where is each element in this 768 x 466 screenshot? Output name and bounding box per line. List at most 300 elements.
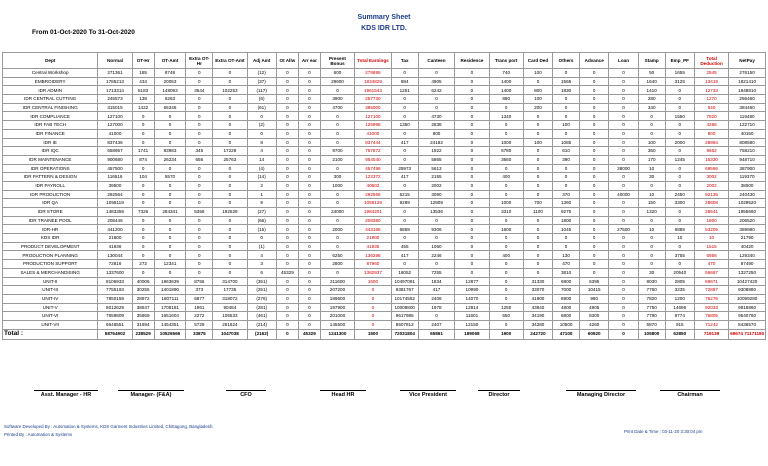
column-header: Loan [609,53,638,69]
table-cell: 837436 [98,138,132,147]
table-cell: 540 [694,103,728,112]
table-cell: 0 [523,77,552,86]
totals-cell: 105800 [638,329,665,339]
table-cell: 0 [609,216,638,225]
table-cell: 0 [455,121,489,130]
table-cell: 2100 [320,155,354,164]
table-cell: 0 [523,173,552,182]
table-cell: 1410 [638,86,665,95]
table-cell: 292564 [98,190,132,199]
table-cell: 8300 [580,312,609,321]
dept-cell: PRODUCTION PLANNING [3,251,98,260]
table-cell: 256460 [729,95,766,104]
table-cell: 69596 [694,164,728,173]
table-cell: 31694 [132,320,154,329]
table-cell: (4) [247,164,276,173]
table-cell: 9774 [665,312,694,321]
table-cell: (276) [247,294,276,303]
table-cell: 0 [665,147,694,156]
table-cell: 0 [391,112,418,121]
column-header: Extra OT-Amt [213,53,247,69]
table-cell: 10 [694,234,728,243]
table-cell: 0 [489,216,523,225]
dept-cell: IDR COMPLIANCE [3,112,98,121]
table-cell: 0 [455,77,489,86]
table-cell: 6870 [638,320,665,329]
table-cell: 0 [665,164,694,173]
table-cell: 0 [186,260,213,269]
table-cell: 0 [276,199,298,208]
column-header: Arr ear [298,53,320,69]
table-cell: 0 [154,190,186,199]
table-cell: 0 [609,95,638,104]
table-cell: 0 [489,234,523,243]
table-cell: 0 [186,251,213,260]
dept-cell: UNIT-IV [3,294,98,303]
table-cell: 8012629 [98,303,132,312]
table-cell: 2450 [665,190,694,199]
table-cell: 41935 [355,242,392,251]
table-cell: 0 [186,173,213,182]
table-cell: 28884 [694,138,728,147]
column-header: Extra OT-Hr [186,53,213,69]
table-cell: 0 [276,181,298,190]
table-cell: 7620 [694,112,728,121]
table-cell: 0 [298,181,320,190]
table-cell: (6) [247,95,276,104]
table-cell: 0 [553,103,580,112]
table-cell: 434 [132,77,154,86]
company-name: KDS IDR LTD. [361,25,407,32]
table-cell: 0 [638,216,665,225]
table-cell: 7755193 [98,286,132,295]
table-cell: 4730 [418,112,455,121]
table-cell: 0 [298,225,320,234]
table-cell: 658957 [98,147,132,156]
dept-cell: IDR ADMIN [3,86,98,95]
table-cell: 0 [580,95,609,104]
table-cell: 2838 [418,121,455,130]
table-cell: 10008800 [391,303,418,312]
table-row [3,164,766,173]
table-cell: 1830 [553,86,580,95]
table-cell: 10 [638,190,665,199]
table-cell: 100 [553,121,580,130]
table-cell: 0 [186,103,213,112]
column-header: Canteen [418,53,455,69]
table-cell: 1785213 [98,77,132,86]
table-cell: 0 [418,312,455,321]
table-cell: 0 [276,242,298,251]
table-cell: 2002 [694,181,728,190]
table-cell: 53205 [694,225,728,234]
table-cell: 0 [609,251,638,260]
table-cell: 0 [154,112,186,121]
dept-cell: IDR PAYROLL [3,181,98,190]
table-cell: 3544 [186,86,213,95]
table-cell: 0 [132,112,154,121]
table-cell: 76805 [694,312,728,321]
table-cell: 0 [609,312,638,321]
table-cell: 65346 [154,103,186,112]
table-cell: 0 [665,129,694,138]
table-cell: 0 [455,86,489,95]
table-cell: 14070 [455,294,489,303]
table-cell: 7659809 [98,312,132,321]
totals-cell: (2162) [247,329,276,339]
table-cell: 0 [580,260,609,269]
table-cell: 1100 [523,208,552,217]
table-cell: 50 [638,69,665,78]
table-cell: 200 [523,103,552,112]
totals-cell: 60920 [580,329,609,339]
table-cell: 271361 [98,69,132,78]
table-cell: 1961543 [355,86,392,95]
table-row [3,260,766,269]
table-cell: 2800 [320,260,354,269]
table-cell: 0 [523,268,552,277]
table-cell: 1955660 [729,208,766,217]
table-cell: 0 [132,251,154,260]
table-cell: 7750 [638,303,665,312]
table-cell: 0 [455,208,489,217]
table-cell: 0 [391,69,418,78]
table-cell: 192528 [213,208,247,217]
table-cell: 0 [213,268,247,277]
column-header: Advance [580,53,609,69]
table-cell: 0 [213,234,247,243]
table-cell: 1651604 [154,312,186,321]
table-cell: 0 [213,199,247,208]
table-cell: 6859 [391,225,418,234]
totals-cell: 72031804 [391,329,418,339]
table-cell: 390 [553,155,580,164]
dept-cell: SALES & MERCHANDISING [3,268,98,277]
table-cell: 656 [186,155,213,164]
table-cell: 0 [455,147,489,156]
table-cell: 314700 [213,277,247,286]
table-row [3,86,766,95]
signature-label: Head HR [320,390,366,398]
table-cell: 0 [638,242,665,251]
table-cell: 185 [132,69,154,78]
table-cell: 0 [609,242,638,251]
table-cell: 0 [355,303,392,312]
table-cell: 0 [638,260,665,269]
table-cell: 0 [276,138,298,147]
table-cell: 389980 [729,225,766,234]
table-cell: 1984201 [355,208,392,217]
signature-label: Chairman [660,390,720,398]
table-cell: 0 [665,103,694,112]
dept-cell: IDR-HR [3,225,98,234]
dept-cell: IDR IE [3,138,98,147]
table-cell: 0 [553,181,580,190]
table-cell: 4 [247,251,276,260]
table-cell: 0 [320,164,354,173]
table-cell: 0 [186,112,213,121]
totals-cell: 47100 [553,329,580,339]
table-cell: 0 [580,268,609,277]
table-cell: 387900 [729,164,766,173]
table-cell: 0 [154,216,186,225]
table-cell: 0 [638,181,665,190]
table-cell: 0 [298,234,320,243]
table-cell: 0 [276,320,298,329]
table-cell: 0 [489,242,523,251]
table-cell: (461) [247,312,276,321]
table-cell: 0 [523,129,552,138]
table-cell: 2805 [665,277,694,286]
table-cell: 1400 [489,77,523,86]
table-cell: 384460 [729,103,766,112]
table-cell: (351) [247,277,276,286]
column-header: Trans port [489,53,523,69]
table-cell: 1565 [553,77,580,86]
table-cell: (2) [247,121,276,130]
table-cell: 0 [298,242,320,251]
table-row [3,294,766,303]
table-cell: 0 [186,268,213,277]
table-cell: 9306 [418,225,455,234]
table-row [3,242,766,251]
table-cell: 0 [213,225,247,234]
table-cell: 69671 [694,277,728,286]
table-cell: 0 [609,112,638,121]
table-cell: 5570 [154,173,186,182]
table-cell: 9275 [553,208,580,217]
table-cell: 0 [186,190,213,199]
table-cell: 56687 [694,268,728,277]
table-cell: 1807111 [154,294,186,303]
table-cell: 455 [391,242,418,251]
dept-cell: IDR FINANCE [3,129,98,138]
table-cell: 1 [247,190,276,199]
table-cell: 12877 [455,277,489,286]
table-cell: 278695 [355,69,392,78]
dept-cell: IDR MAINTENANCE [3,155,98,164]
table-cell: 0 [391,129,418,138]
totals-cell: 1241300 [320,329,354,339]
signature-row [0,390,768,402]
table-cell: 0 [609,129,638,138]
table-cell: 6646551 [98,320,132,329]
table-cell: 0 [276,260,298,269]
table-cell: 130 [553,251,580,260]
table-cell: 8748 [154,69,186,78]
table-cell: 0 [580,164,609,173]
table-cell: 0 [609,69,638,78]
table-cell: 0 [609,138,638,147]
table-cell: 0 [154,129,186,138]
table-cell: 136298 [355,251,392,260]
table-cell: 8507812 [391,320,418,329]
table-row [3,181,766,190]
table-cell: 0 [213,103,247,112]
table-cell: 0 [553,173,580,182]
table-cell: 0 [580,234,609,243]
table-cell: 10500 [553,320,580,329]
table-cell: 170 [638,155,665,164]
table-cell: 41000 [355,129,392,138]
table-cell: 5729 [186,320,213,329]
table-cell: 9540760 [729,312,766,321]
dept-cell: IDR PRODUCTION [3,190,98,199]
table-cell: 3235 [665,286,694,295]
table-cell: 71242 [694,320,728,329]
table-cell: 954040 [355,155,392,164]
table-cell: 0 [523,216,552,225]
table-cell: 0 [213,112,247,121]
table-cell: 0 [455,103,489,112]
column-header: Tax [391,53,418,69]
table-cell: 0 [154,181,186,190]
totals-cell: 33875 [186,329,213,339]
footer-printed-by: Printed By : Automation & Systems [4,432,73,437]
table-cell: 0 [665,121,694,130]
column-header: Total Deduction [694,53,728,69]
table-row [3,138,766,147]
table-cell: 12809 [418,199,455,208]
table-cell: 345 [186,147,213,156]
table-cell: 0 [455,234,489,243]
table-cell: 900680 [98,155,132,164]
table-cell: 276150 [729,69,766,78]
dept-cell: IDR TRAINEE POOL [3,216,98,225]
table-cell: 29600 [320,77,354,86]
table-cell: 20053 [154,77,186,86]
table-cell: 13419 [694,77,728,86]
table-cell: 4260 [580,320,609,329]
table-cell: 0 [298,277,320,286]
signature-label: CFO [226,390,266,398]
table-cell: 443185 [355,225,392,234]
dept-cell: PRODUCTION SUPPORT [3,260,98,269]
table-cell: 837444 [355,138,392,147]
table-cell: 280 [638,95,665,104]
table-cell: 0 [298,286,320,295]
table-cell: 0 [320,199,354,208]
table-cell: 0 [186,216,213,225]
table-cell: 0 [247,112,276,121]
table-cell: 0 [455,251,489,260]
table-cell: 1337600 [98,268,132,277]
table-cell: 100 [638,138,665,147]
totals-cell: 242720 [523,329,552,339]
table-cell: 0 [455,199,489,208]
table-cell: 119480 [729,112,766,121]
table-cell: 52135 [694,190,728,199]
table-row [3,155,766,164]
table-cell: 0 [186,225,213,234]
table-cell: 1401890 [154,286,186,295]
column-header: Others [553,53,580,69]
table-cell: 0 [609,208,638,217]
table-cell: 0 [298,103,320,112]
table-cell: 0 [580,225,609,234]
table-cell: 0 [355,320,392,329]
table-cell: 40000 [609,190,638,199]
table-cell: 0 [638,121,665,130]
table-cell: 0 [355,294,392,303]
table-cell: 0 [213,121,247,130]
table-cell: 0 [298,294,320,303]
table-cell: 0 [665,173,694,182]
table-cell: 0 [580,208,609,217]
table-cell: 0 [213,129,247,138]
table-cell: 2246 [418,251,455,260]
table-cell: 0 [186,77,213,86]
table-cell: 245573 [98,95,132,104]
table-cell: 10427420 [729,277,766,286]
table-cell: 0 [609,320,638,329]
table-cell: 1863639 [154,277,186,286]
table-cell: 0 [186,121,213,130]
table-cell: 0 [609,234,638,243]
table-cell: 980 [580,294,609,303]
table-cell: 14696 [665,303,694,312]
table-cell: 0 [455,181,489,190]
dept-cell: IDR STORE [3,208,98,217]
table-cell: 105533 [213,312,247,321]
totals-cell: 62850 [665,329,694,339]
table-cell: 0 [186,69,213,78]
table-cell: 0 [276,155,298,164]
dept-cell: Central Workshop [3,69,98,78]
table-cell: 0 [638,234,665,243]
table-cell: 0 [298,268,320,277]
table-cell: 0 [523,251,552,260]
dept-cell: UNIT-II [3,277,98,286]
signature-label: Managing Director [566,390,636,398]
table-cell: 0 [455,242,489,251]
table-row [3,173,766,182]
table-cell: 0 [132,242,154,251]
table-cell: 800 [523,86,552,95]
table-cell: 7255 [418,268,455,277]
table-cell: 0 [523,147,552,156]
table-cell: 0 [609,260,638,269]
dept-cell: UNIT-V [3,303,98,312]
table-cell: 9289 [391,199,418,208]
table-cell: 0 [391,147,418,156]
totals-cell: 69674 71171180 [729,329,766,339]
table-cell: 0 [455,138,489,147]
table-cell: 1834829 [355,77,392,86]
table-cell: 17228 [213,147,247,156]
table-cell: 40420 [729,242,766,251]
table-cell: 1834 [418,277,455,286]
table-cell: 0 [489,286,523,295]
table-cell: 0 [418,103,455,112]
table-cell: (12) [247,69,276,78]
table-cell: (251) [247,286,276,295]
table-cell: 0 [523,190,552,199]
table-cell: 0 [455,69,489,78]
column-header: Stamp [638,53,665,69]
table-cell: 740 [489,69,523,78]
table-cell: 0 [609,199,638,208]
table-cell: 0 [276,225,298,234]
table-row [3,129,766,138]
table-cell: 441200 [98,225,132,234]
report-period: From 01-Oct-2020 To 31-Oct-2020 [32,29,135,36]
table-cell: 1800 [694,216,728,225]
table-cell: 8106933 [98,277,132,286]
table-cell: 0 [665,95,694,104]
column-header: NetPay [729,53,766,69]
table-cell: 0 [580,216,609,225]
